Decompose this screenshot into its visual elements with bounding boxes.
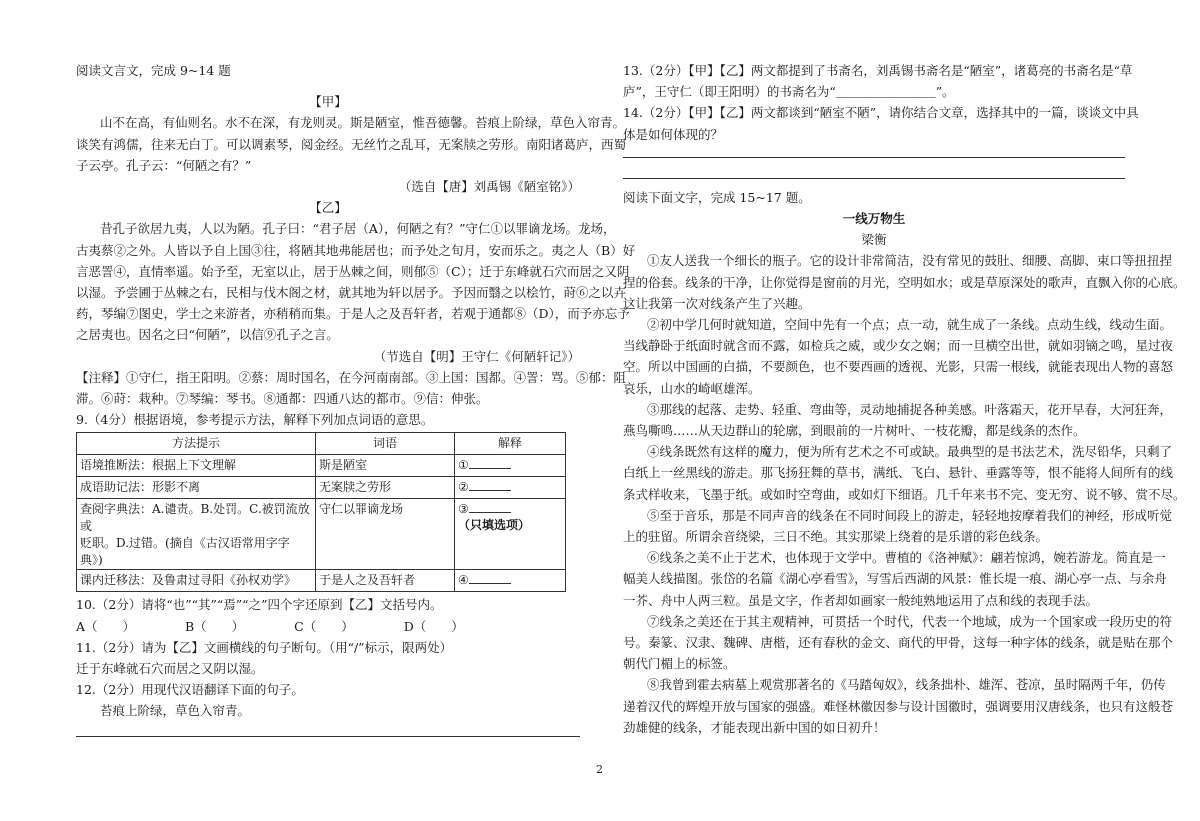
option-a[interactable]: A（ ） — [76, 618, 136, 634]
option-b[interactable]: B（ ） — [185, 618, 245, 634]
option-c[interactable]: C（ ） — [294, 618, 354, 634]
paragraph-line: 朝代门楣上的标签。 — [623, 656, 736, 672]
paragraph-line: ②初中学几何时就知道，空间中先有一个点；点一动，就生成了一条线。点动生线，线动生面。 — [647, 317, 1173, 333]
table-header: 解释 — [455, 433, 566, 455]
paragraph-line: 劲雄健的线条，才能表现出新中国的如日初升！ — [623, 719, 886, 735]
notes-line: 【注释】①守仁，指王阳明。②蔡：周时国名，在今河南南部。③上国：国都。④詈：骂。⑤郁：阻 — [76, 369, 627, 385]
paragraph-line: 幅美人线描图。张岱的名篇《湖心亭看雪》，写雪后西湖的风景：惟长堤一痕、湖心亭一点、与余舟 — [623, 571, 1167, 587]
table-header: 方法提示 — [77, 433, 316, 455]
paragraph-line: ④线条既然有这样的魔力，便为所有艺术之不可或缺。最典型的是书法艺术，洗尽铅华，只剩了 — [647, 444, 1173, 460]
word-cell: 于是人之及吾轩者 — [316, 570, 455, 592]
paragraph-line: 空。所以中国画的白描，不要颜色，也不要西画的透视、光影，只需一根线，就能表现出人物的喜怒 — [623, 359, 1174, 375]
question-14-line: 14.（2分）【甲】【乙】两文都谈到“陋室不陋”，请你结合文章，选择其中的一篇，谈谈文中具 — [623, 105, 1139, 121]
jia-line: 子云亭。孔子云：“何陋之有？” — [76, 157, 252, 173]
left-column — [76, 60, 636, 737]
question-9: 9.（4分）根据语境，参考提示方法，解释下列加点词语的意思。 — [76, 412, 434, 428]
option-d[interactable]: D（ ） — [403, 618, 464, 634]
question-12: 12.（2分）用现代汉语翻译下面的句子。 — [76, 682, 304, 698]
paragraph-line: 上的驻留。所谓余音绕梁，三日不绝。其实那梁上绕着的是乐谱的彩色线条。 — [623, 529, 1049, 545]
table-row — [77, 570, 566, 592]
question-10: 10.（2分）请将“也”“其”“焉”“之”四个字还原到【乙】文括号内。 — [76, 597, 443, 613]
paragraph-line: 一芥、舟中人两三粒。虽是文字，作者却如画家一般纯熟地运用了点和线的表现手法。 — [623, 592, 1099, 608]
yi-line: 以湿。予尝圃于丛棘之右，民相与伐木阁之材，就其地为轩以居予。予因而翳之以桧竹，莳⑥之以卉 — [76, 285, 627, 301]
question-11-sentence: 迁于东峰就石穴而居之又阴以湿。 — [76, 661, 264, 677]
jia-line: 山不在高，有仙则名。水不在深，有龙则灵。斯是陋室，惟吾德馨。苔痕上阶绿，草色入帘青。 — [100, 115, 626, 131]
intro-classical: 阅读文言文，完成 9~14 题 — [76, 63, 231, 78]
answer-cell[interactable]: ① — [455, 455, 566, 477]
yi-line: 昔孔子欲居九夷，人以为陋。孔子曰：“君子居（A），何陋之有？”守仁①以罪谪龙场。龙场， — [100, 221, 616, 237]
paragraph-line: 当线静卧于纸面时就含而不露，如检兵之威，或少女之娴；而一旦横空出世，就如羽镝之鸣，星过夜 — [623, 338, 1174, 354]
answer-line[interactable] — [76, 736, 580, 737]
question-10-options — [76, 616, 580, 637]
paragraph-line: ③那线的起落、走势、轻重、弯曲等，灵动地捕捉各种美感。叶落霜天，花开早春，大河狂奔， — [647, 401, 1173, 417]
yi-line: 药，琴编⑦图史，学士之来游者，亦稍稍而集。于是人之及吾轩者，若观于通都⑧（D），而予亦忘予 — [76, 306, 630, 322]
paragraph-line: 这让我第一次对线条产生了兴趣。 — [623, 295, 811, 311]
paragraph-line: 条式样收来，飞墨于纸。或如时空弯曲，或如灯下细语。几千年来书不完、变无穷、说不够、赏不尽。 — [623, 486, 1186, 502]
word-cell: 无案牍之劳形 — [316, 477, 455, 499]
word-cell: 守仁以罪谪龙场 — [316, 499, 455, 570]
yi-line: 古夷蔡②之外。人皆以予自上国③往，将陋其地弗能居也；而予处之旬月，安而乐之。夷之人（B）好 — [76, 242, 636, 258]
reading-intro: 阅读下面文字，完成 15~17 题。 — [623, 189, 811, 205]
jia-heading: 【甲】 — [309, 94, 347, 110]
question-13-line: 13.（2分）【甲】【乙】两文都提到了书斋名，刘禹锡书斋名是“陋室”，诸葛亮的书斋名是“草 — [623, 63, 1133, 78]
paragraph-line: 号。秦篆、汉隶、魏碑、唐楷，还有春秋的金文、商代的甲骨，这每一种字体的线条，就是贴在那个 — [623, 635, 1174, 651]
article-title: 一线万物生 — [842, 211, 906, 227]
paragraph-line: 捏的俗套。线条的干净，让你觉得是窗前的月光，空明如水；或是草原深处的歌声，直飘入你的心底。 — [623, 274, 1186, 290]
yi-heading: 【乙】 — [309, 200, 347, 216]
table-row — [77, 499, 566, 570]
table-row — [77, 455, 566, 477]
question-11: 11.（2分）请为【乙】文画横线的句子断句。（用“/”标示，限两处） — [76, 639, 453, 655]
right-column — [623, 60, 1186, 738]
yi-line: 言恶詈④，直情率遥。始予至，无室以止，居于丛棘之间，则郁⑤（C）；迁于东峰就石穴而居之又阴 — [76, 263, 630, 279]
notes-line: 滞。⑥莳：栽种。⑦琴编：琴书。⑧通都：四通八达的都市。⑨信：伸张。 — [76, 391, 489, 407]
method-table — [76, 432, 566, 592]
page-number: 2 — [596, 763, 603, 776]
yi-source: （节选自【明】王守仁《何陋轩记》） — [373, 348, 580, 364]
paragraph-line: ⑦线条之美还在于其主观精神，可贯括一个时代，代表一个地域，成为一个国家或一段历史的符 — [647, 613, 1173, 629]
yi-line: 之居夷也。因名之曰“何陋”，以信⑨孔子之言。 — [76, 327, 339, 343]
paragraph-line: ⑥线条之美不止于艺术，也体现于文学中。曹植的《洛神赋》：翩若惊鸿，婉若游龙。简直是一 — [647, 550, 1166, 566]
article-author: 梁衡 — [861, 232, 887, 248]
table-header: 词语 — [316, 433, 455, 455]
paragraph-line: ⑧我曾到霍去病墓上观赏那著名的《马踏匈奴》，线条拙朴、雄浑、苍凉，虽时隔两千年，仍传 — [647, 677, 1166, 693]
paragraph-line: 白纸上一丝黑线的游走。那飞扬狂舞的草书，满纸、飞白、悬针、垂露等等，恨不能将人间所有的线 — [623, 465, 1174, 481]
answer-cell[interactable]: ④ — [455, 570, 566, 592]
question-12-sentence: 苔痕上阶绿，草色入帘青。 — [100, 703, 251, 719]
answer-cell[interactable]: ③ （只填选项） — [455, 499, 566, 570]
paragraph-line: 递着汉代的辉煌开放与国家的强盛。难怪林徽因参与设计国徽时，强调要用汉唐线条，也只有这般苍 — [623, 698, 1174, 714]
table-row — [77, 477, 566, 499]
paragraph-line: ①友人送我一个细长的瓶子。它的设计非常简洁，没有常见的鼓肚、细腰、高脚、束口等扭扭捏 — [647, 253, 1173, 269]
answer-cell[interactable]: ② — [455, 477, 566, 499]
method-cell: 查阅字典法：A.谴责。B.处罚。C.被罚流放或 贬职。D.过错。(摘自《古汉语常用字字典》) — [77, 499, 316, 570]
paragraph-line: 哀乐，山水的崎岖雄浑。 — [623, 380, 761, 396]
jia-line: 谈笑有鸿儒，往来无白丁。可以调素琴，阅金经。无丝竹之乱耳，无案牍之劳形。南阳诸葛庐，西蜀 — [76, 136, 627, 152]
word-cell: 斯是陋室 — [316, 455, 455, 477]
method-cell: 成语助记法：形影不离 — [77, 477, 316, 499]
question-14-line: 体是如何体现的？ — [623, 126, 724, 142]
question-13-line: 庐”，王守仁（即王阳明）的书斋名为“＿＿＿＿＿＿＿＿”。 — [623, 84, 955, 100]
paragraph-line: 燕鸟嘶鸣……从天边群山的轮廓，到眼前的一片树叶、一枝花瓣，都是线条的杰作。 — [623, 423, 1086, 439]
paragraph-line: ⑤至于音乐，那是不同声音的线条在不同时间段上的游走，轻轻地按摩着我们的神经，形成听觉 — [647, 507, 1173, 523]
method-cell: 课内迁移法：及鲁肃过寻阳《孙权劝学》 — [77, 570, 316, 592]
method-cell: 语境推断法：根据上下文理解 — [77, 455, 316, 477]
jia-source: （选自【唐】刘禹锡《陋室铭》） — [398, 179, 580, 195]
